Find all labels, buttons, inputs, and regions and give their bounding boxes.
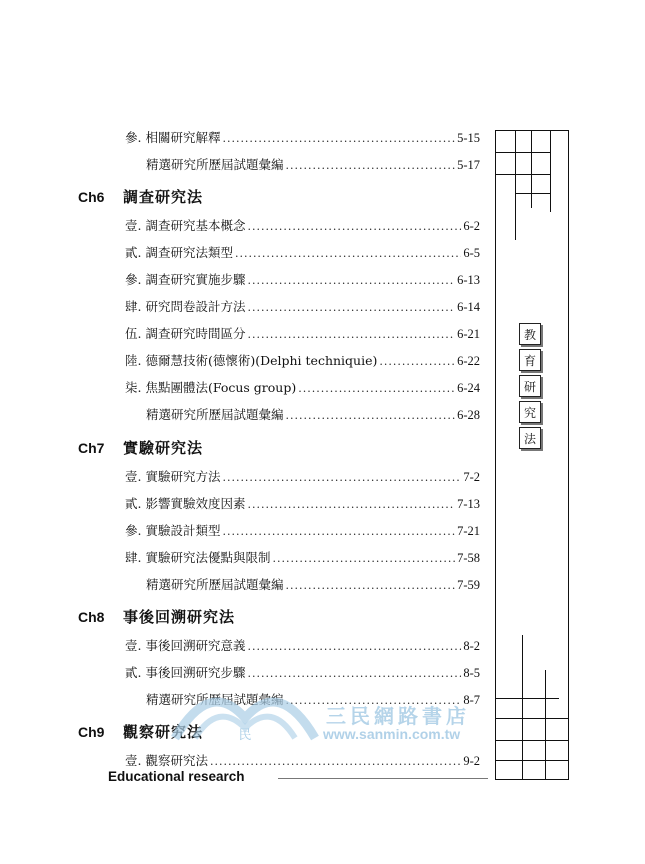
toc-entry-title: 肆. 研究問卷設計方法 bbox=[125, 299, 246, 314]
toc-entry-title: 伍. 調查研究時間區分 bbox=[125, 326, 246, 341]
toc-entry[interactable] bbox=[125, 378, 480, 396]
toc-entry[interactable] bbox=[125, 663, 480, 681]
frame-line bbox=[515, 130, 516, 240]
toc-entry-title: 精選研究所歷屆試題彙編 bbox=[146, 157, 284, 172]
frame-line bbox=[495, 740, 569, 741]
toc-entry-title: 壹. 調查研究基本概念 bbox=[125, 218, 246, 233]
toc-entry-title: 貳. 調查研究法類型 bbox=[125, 245, 233, 260]
leader-dots bbox=[222, 525, 455, 538]
footer-label: Educational research bbox=[108, 769, 245, 784]
side-label-char: 育 bbox=[519, 349, 541, 371]
side-frame bbox=[495, 130, 569, 780]
toc-entry[interactable] bbox=[125, 243, 480, 261]
leader-dots bbox=[235, 247, 461, 260]
watermark-url[interactable]: www.sanmin.com.tw bbox=[323, 726, 461, 742]
frame-line bbox=[495, 760, 569, 761]
chapter-number: Ch6 bbox=[78, 189, 105, 205]
toc-entry-page: 7-59 bbox=[457, 578, 480, 592]
toc-entry-title: 參. 實驗設計類型 bbox=[125, 523, 221, 538]
toc-entry-page: 7-21 bbox=[457, 524, 480, 538]
chapter-title: 實驗研究法 bbox=[123, 439, 204, 457]
leader-dots bbox=[247, 220, 461, 233]
toc-entry[interactable] bbox=[125, 270, 480, 288]
toc-entry-page: 6-13 bbox=[457, 273, 480, 287]
leader-dots bbox=[298, 382, 455, 395]
chapter-title: 調查研究法 bbox=[123, 188, 204, 206]
toc-entry[interactable] bbox=[125, 467, 480, 485]
toc-entry-page: 6-5 bbox=[463, 246, 480, 260]
toc-entry-title: 壹. 觀察研究法 bbox=[125, 753, 208, 768]
toc-entry-title: 精選研究所歷屆試題彙編 bbox=[146, 407, 284, 422]
toc-entry[interactable] bbox=[146, 575, 480, 593]
side-label-char: 究 bbox=[519, 401, 541, 423]
frame-line bbox=[545, 670, 546, 780]
toc-entry-page: 6-2 bbox=[463, 219, 480, 233]
leader-dots bbox=[247, 498, 455, 511]
leader-dots bbox=[247, 640, 461, 653]
frame-line bbox=[495, 698, 559, 699]
frame-line bbox=[522, 635, 523, 780]
toc-entry-title: 參. 調查研究實施步驟 bbox=[125, 272, 246, 287]
toc-entry-page: 6-22 bbox=[457, 354, 480, 368]
toc-entry[interactable] bbox=[146, 155, 480, 173]
toc-entry[interactable] bbox=[125, 636, 480, 654]
chapter-number: Ch9 bbox=[78, 724, 105, 740]
toc-entry-title: 貳. 事後回溯研究步驟 bbox=[125, 665, 246, 680]
toc-entry-page: 7-13 bbox=[457, 497, 480, 511]
leader-dots bbox=[247, 328, 455, 341]
toc-entry[interactable] bbox=[146, 405, 480, 423]
leader-dots bbox=[286, 579, 456, 592]
toc-entry-title: 陸. 德爾慧技術(德懷術)(Delphi techniquie) bbox=[125, 353, 378, 368]
chapter-title: 觀察研究法 bbox=[123, 723, 204, 741]
footer-rule bbox=[278, 778, 488, 779]
toc-entry-page: 5-17 bbox=[457, 158, 480, 172]
leader-dots bbox=[272, 552, 455, 565]
frame-line bbox=[531, 130, 532, 208]
chapter-number: Ch8 bbox=[78, 609, 105, 625]
toc-entry-page: 6-14 bbox=[457, 300, 480, 314]
frame-line bbox=[495, 152, 551, 153]
leader-dots bbox=[286, 409, 456, 422]
leader-dots bbox=[222, 132, 455, 145]
frame-line bbox=[495, 174, 551, 175]
watermark-store-name: 三民網路書店 bbox=[326, 704, 470, 728]
frame-line bbox=[495, 718, 569, 719]
toc-entry-page: 7-58 bbox=[457, 551, 480, 565]
frame-line bbox=[550, 130, 551, 212]
toc-entry-title: 貳. 影響實驗效度因素 bbox=[125, 496, 246, 511]
leader-dots bbox=[247, 301, 455, 314]
chapter-title: 事後回溯研究法 bbox=[123, 608, 236, 626]
chapter-heading-ch8[interactable] bbox=[78, 606, 235, 628]
chapter-heading-ch7[interactable] bbox=[78, 437, 203, 459]
toc-entry-page: 8-5 bbox=[463, 666, 480, 680]
toc-entry-title: 柒. 焦點團體法(Focus group) bbox=[125, 380, 297, 395]
toc-entry-page: 6-24 bbox=[457, 381, 480, 395]
watermark-logo-icon bbox=[170, 683, 320, 743]
watermark-logo-char: 民 bbox=[238, 728, 252, 743]
side-label-char: 教 bbox=[519, 323, 541, 345]
leader-dots bbox=[222, 471, 461, 484]
leader-dots bbox=[379, 355, 455, 368]
toc-entry-page: 8-7 bbox=[463, 693, 480, 707]
toc-entry-page: 5-15 bbox=[457, 131, 480, 145]
chapter-heading-ch6[interactable] bbox=[78, 186, 203, 208]
toc-entry-page: 9-2 bbox=[463, 754, 480, 768]
toc-entry-page: 7-2 bbox=[463, 470, 480, 484]
leader-dots bbox=[247, 274, 455, 287]
toc-entry-title: 參. 相關研究解釋 bbox=[125, 130, 221, 145]
toc-entry-page: 6-21 bbox=[457, 327, 480, 341]
toc-entry[interactable] bbox=[125, 297, 480, 315]
toc-entry-title: 精選研究所歷屆試題彙編 bbox=[146, 692, 284, 707]
side-label-char: 研 bbox=[519, 375, 541, 397]
side-label-char: 法 bbox=[519, 427, 541, 449]
toc-entry-title: 精選研究所歷屆試題彙編 bbox=[146, 577, 284, 592]
chapter-number: Ch7 bbox=[78, 440, 105, 456]
toc-entry-title: 肆. 實驗研究法優點與限制 bbox=[125, 550, 271, 565]
toc-entry-title: 壹. 事後回溯研究意義 bbox=[125, 638, 246, 653]
toc-entry[interactable] bbox=[125, 216, 480, 234]
leader-dots bbox=[247, 667, 461, 680]
toc-entry-title: 壹. 實驗研究方法 bbox=[125, 469, 221, 484]
toc-entry[interactable] bbox=[125, 548, 480, 566]
frame-line bbox=[515, 193, 551, 194]
toc-entry[interactable] bbox=[125, 521, 480, 539]
leader-dots bbox=[210, 755, 461, 768]
toc-entry-page: 8-2 bbox=[463, 639, 480, 653]
leader-dots bbox=[286, 159, 456, 172]
toc-entry[interactable] bbox=[125, 751, 480, 769]
toc-entry-page: 6-28 bbox=[457, 408, 480, 422]
toc-entry[interactable] bbox=[125, 324, 480, 342]
toc-entry[interactable] bbox=[125, 128, 480, 146]
toc-entry[interactable] bbox=[125, 494, 480, 512]
toc-entry[interactable] bbox=[125, 351, 480, 369]
